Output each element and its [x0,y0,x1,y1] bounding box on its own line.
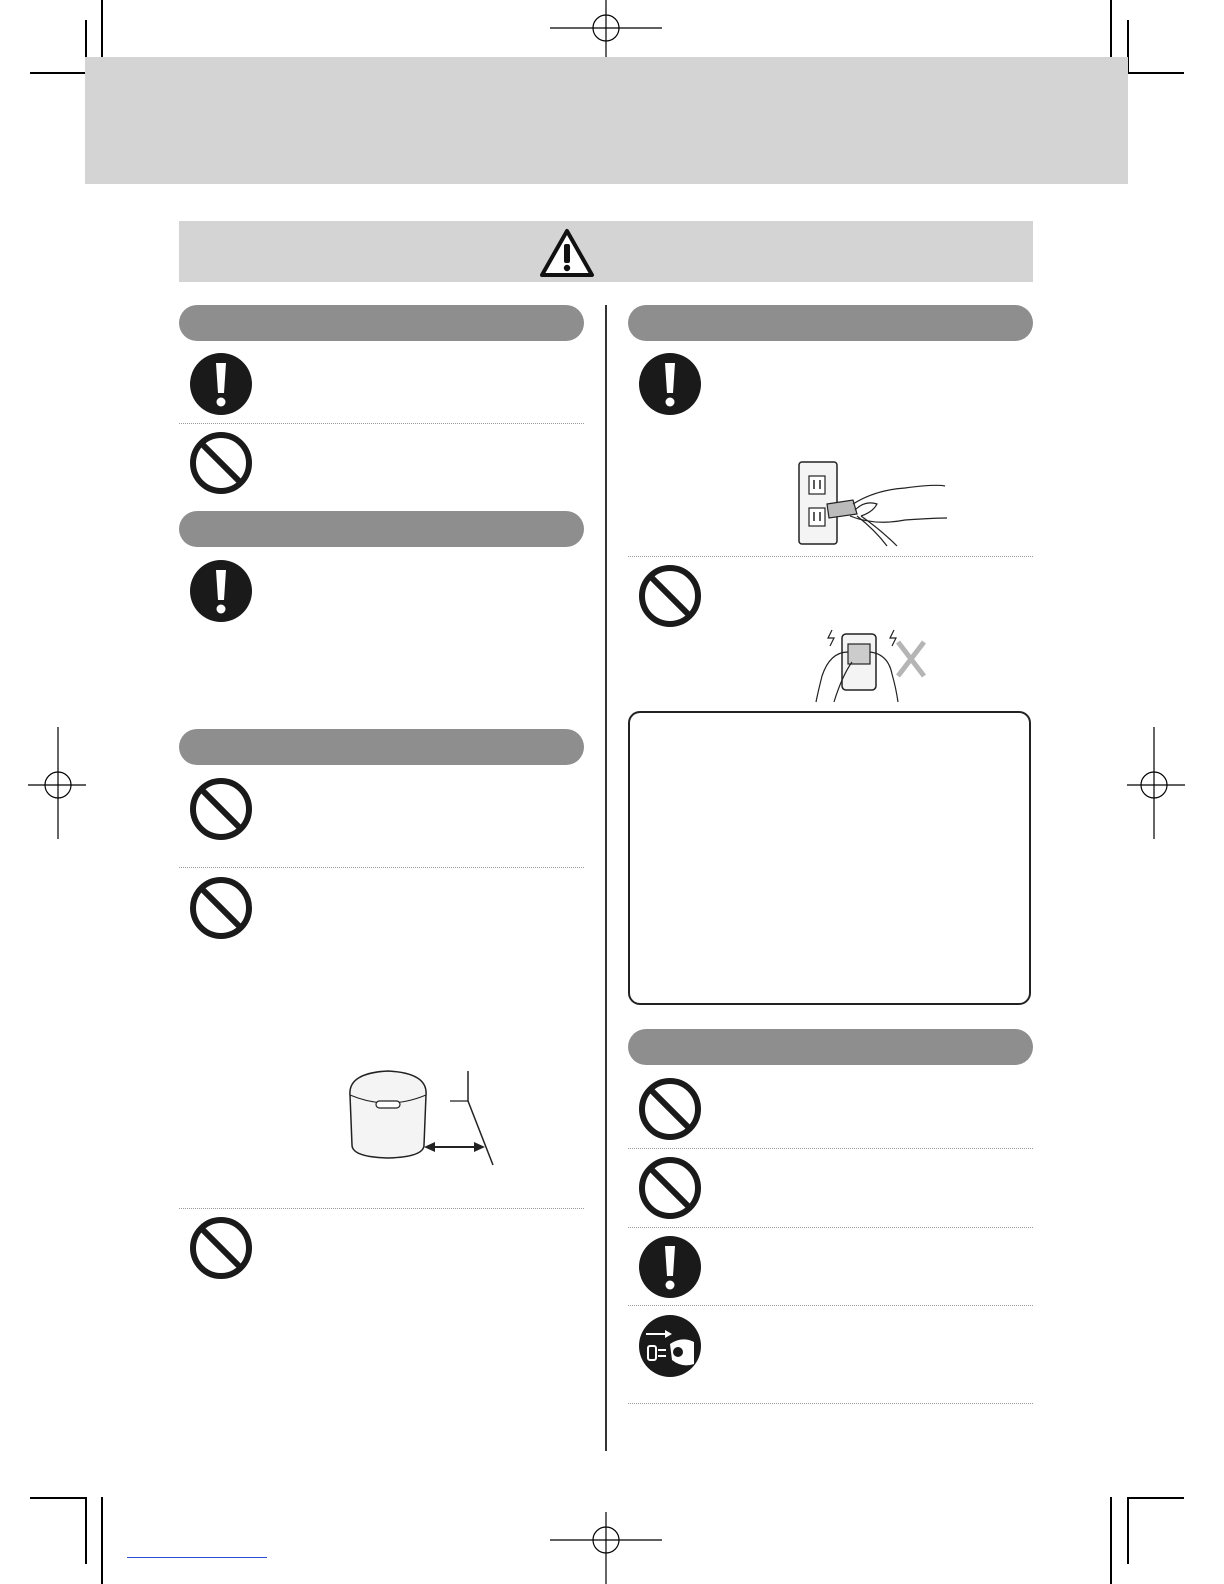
mandatory-action-icon [638,352,702,416]
item-divider [628,556,1033,557]
prohibited-icon [638,564,702,628]
registration-mark-left [28,727,86,839]
section-header-left-1 [179,305,584,341]
prohibited-icon [189,1216,253,1280]
item-divider [179,1208,584,1209]
prohibited-icon [638,1156,702,1220]
page-header-band [85,57,1128,184]
footer-link-underline [127,1557,267,1558]
overloaded-outlet-diagram [812,626,932,704]
unplug-icon [638,1314,702,1378]
mandatory-action-icon [189,559,253,623]
mandatory-action-icon [189,352,253,416]
hand-inserting-plug-diagram [795,460,955,550]
prohibited-icon [189,876,253,940]
warning-banner [179,221,1033,282]
mandatory-action-icon [638,1235,702,1299]
section-header-left-2 [179,511,584,547]
warning-triangle-icon [539,228,595,278]
item-divider [628,1148,1033,1149]
rice-cooker-clearance-diagram [340,1065,505,1170]
prohibited-icon [189,777,253,841]
section-header-left-3 [179,729,584,765]
item-divider [628,1403,1033,1404]
registration-mark-top [550,0,662,57]
notice-box [628,711,1031,1005]
section-header-right-1 [628,305,1033,341]
registration-mark-right [1127,727,1185,839]
prohibited-icon [189,431,253,495]
item-divider [179,423,584,424]
section-header-right-2 [628,1029,1033,1065]
item-divider [628,1227,1033,1228]
prohibited-icon [638,1077,702,1141]
item-divider [628,1305,1033,1306]
registration-mark-bottom [550,1512,662,1584]
item-divider [179,867,584,868]
column-divider [605,305,607,1451]
